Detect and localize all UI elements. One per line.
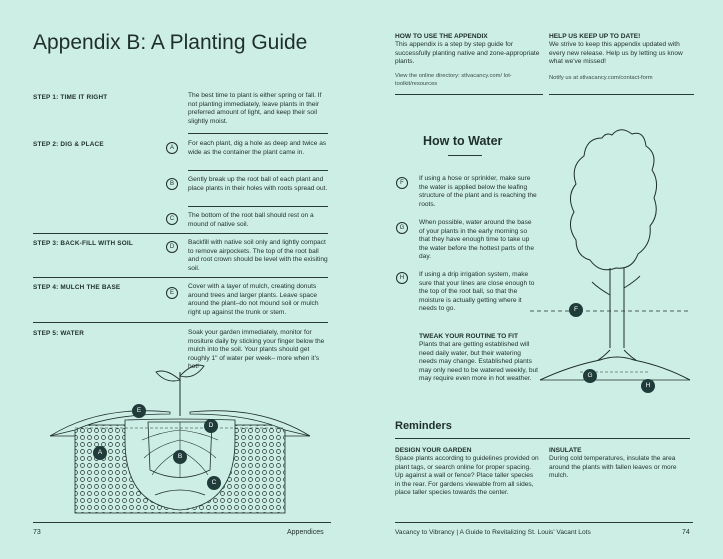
how-to-use-title: HOW TO USE THE APPENDIX [395,33,488,40]
divider [188,206,328,207]
divider [188,133,328,134]
diagram-marker-e: E [132,404,146,418]
water-item-f-text: If using a hose or sprinkler, make sure the water is applied below the leafing structure of the plant and is reaching the roots. [419,175,537,208]
tweak-text: Plants that are getting established will need daily water, but their watering needs may change. Established plants may only need to be watered weekly, but may require even more in hot weather. [419,341,538,383]
footer-section: Appendices [287,529,324,536]
planting-diagram [30,350,330,520]
marker-h: H [396,272,408,284]
marker-e: E [166,287,178,299]
step-4-label: STEP 4: MULCH THE BASE [33,284,121,291]
step-3-label: STEP 3: BACK-FILL WITH SOIL [33,240,133,247]
footer-page-number: 73 [33,529,41,536]
help-us-text: We strive to keep this appendix updated with every new release. Help us by letting us know what we've missed! [549,41,683,66]
diagram-marker-c: C [207,476,221,490]
step-2a-text: For each plant, dig a hole as deep and twice as wide as the container the plant came in. [188,140,327,156]
step-1-label: STEP 1: TIME IT RIGHT [33,94,108,101]
diagram-marker-d: D [204,419,218,433]
tweak-title: TWEAK YOUR ROUTINE TO FIT [419,333,519,340]
tree-marker-h: H [641,379,655,393]
diagram-marker-a: A [93,446,107,460]
marker-a: A [166,142,178,154]
divider [395,94,543,95]
page-title: Appendix B: A Planting Guide [33,31,308,54]
tree-marker-f: F [569,303,583,317]
tree-marker-g: G [583,369,597,383]
footer-divider [33,522,331,523]
footer-page-number: 74 [682,529,690,536]
divider [188,170,328,171]
footer-divider [395,522,693,523]
tree-illustration [540,120,700,410]
marker-b: B [166,178,178,190]
marker-f: F [396,177,408,189]
reminders-title: Reminders [395,420,452,432]
marker-d: D [166,241,178,253]
water-item-h-text: If using a drip irrigation system, make sure that your lines are close enough to the top of the root ball, so that the moisture is actually getting where it needs to go. [419,271,535,313]
design-text: Space plants according to guidelines provided on plant tags, or search online for proper spacing. Up against a wall or fence? Place taller species in the rear. For gardens viewable from all sides, place taller species towards the center. [395,455,539,497]
step-2c-text: The bottom of the root ball should rest on a mound of native soil. [188,212,314,228]
insulate-title: INSULATE [549,447,582,454]
divider [549,94,694,95]
divider [395,438,690,439]
footer-title: Vacancy to Vibrancy | A Guide to Revitalizing St. Louis' Vacant Lots [395,529,591,536]
insulate-text: During cold temperatures, insulate the area around the plants with fallen leaves or more mulch. [549,455,677,480]
title-underline [448,155,482,156]
diagram-marker-b: B [173,450,187,464]
help-us-title: HELP US KEEP UP TO DATE! [549,33,641,40]
step-2-label: STEP 2: DIG & PLACE [33,141,104,148]
how-to-water-title: How to Water [423,134,503,148]
step-1-text: The best time to plant is either spring or fall. If not planting immediately, leave plants in their preferred amount of light, and keep their soil slightly moist. [188,92,322,125]
how-to-use-note: View the online directory: stlvacancy.com/ lot-toolkit/resources [395,73,512,87]
step-4-text: Cover with a layer of mulch, creating donuts around trees and larger plants. Leave space around the plant–do not mound soil or mulch right up against the trunk or stem. [188,283,319,316]
divider [33,322,328,323]
marker-c: C [166,213,178,225]
water-item-g-text: When possible, water around the base of your plants in the early morning so that they have enough time to take up the water before the hottest parts of the day. [419,219,535,261]
help-us-note: Notify us at stlvacancy.com/contact-form [549,75,653,81]
marker-g: G [396,222,408,234]
step-5-text: Soak your garden immediately, monitor for mositure daily by sticking your finger below the mulch into the soil. Your plants should get roughly 1" of water per week– more when it's hot! [188,329,325,371]
step-2b-text: Gently break up the root ball of each plant and place plants in their holes with roots spread out. [188,176,328,192]
divider [33,277,328,278]
divider [33,233,328,234]
design-title: DESIGN YOUR GARDEN [395,447,472,454]
step-5-label: STEP 5: WATER [33,330,85,337]
step-3-text: Backfill with native soil only and lightly compact to remove airpockets. The top of the root ball and root crown should be level with the exisiting soil. [188,239,328,272]
how-to-use-text: This appendix is a step by step guide for successfully planting native and zone-appropriate plants. [395,41,540,66]
